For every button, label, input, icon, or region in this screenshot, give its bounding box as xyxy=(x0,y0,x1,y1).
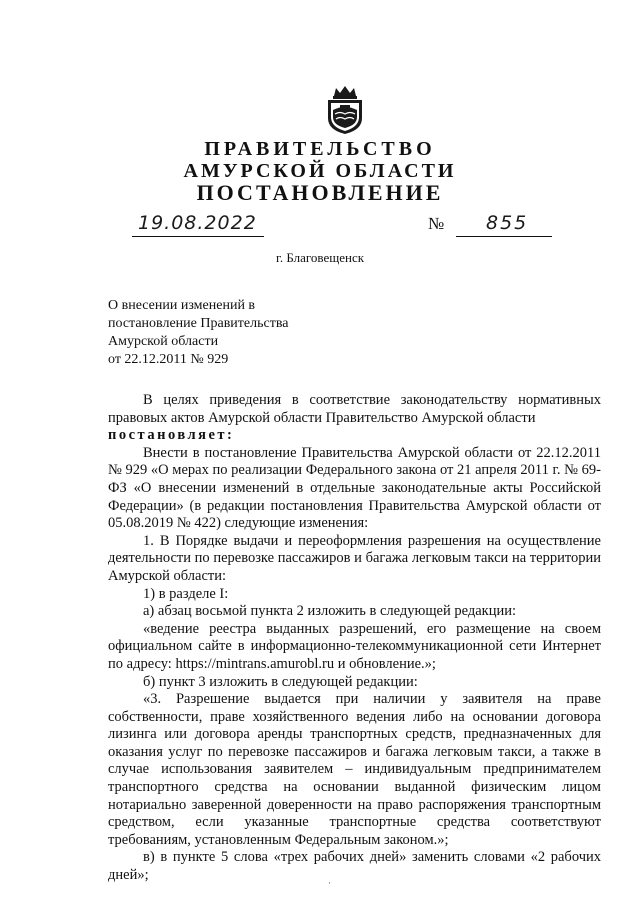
body-paragraph: «ведение реестра выданных разрешений, его размещение на своем официальном сайте в информационно-телекоммуникационной сети Интернет по адресу: https://mintrans.amurobl.ru и обновление.»; xyxy=(108,620,601,672)
body-paragraph: в) в пункте 5 слова «трех рабочих дней» заменить словами «2 рабочих дней»; xyxy=(108,849,601,884)
number-field xyxy=(456,212,552,237)
subject-line: О внесении изменений в xyxy=(108,298,256,313)
subject-line: от 22.12.2011 № 929 xyxy=(108,352,229,367)
document-body xyxy=(108,392,601,885)
city-line: г. Благовещенск xyxy=(275,250,365,265)
body-paragraph: 1) в разделе I: xyxy=(143,585,229,602)
date-field xyxy=(132,212,264,237)
body-paragraph: 1. В Порядке выдачи и переоформления разрешения на осуществление деятельности по перевозке пассажиров и багажа легковым такси на территории Амурской области: xyxy=(108,532,601,584)
body-paragraph: а) абзац восьмой пункта 2 изложить в следующей редакции: xyxy=(143,603,516,620)
body-paragraph: б) пункт 3 изложить в следующей редакции: xyxy=(143,673,418,690)
preamble-paragraph: В целях приведения в соответствие законодательству нормативных правовых актов Амурской области Правительство Амурской области xyxy=(108,392,601,426)
body-paragraph: Внести в постановление Правительства Амурской области от 22.12.2011 № 929 «О мерах по реализации Федерального закона от 21 апреля 2011 г. № 69-ФЗ «О внесении изменений в отдельные законодательные акты Российской Федерации» (в редакции постановления Правительства Амурской области от 05.08.2019 № 422) следующие изменения: xyxy=(108,444,601,532)
org-name-line2: АМУРСКОЙ ОБЛАСТИ xyxy=(183,160,457,182)
subject-line: постановление Правительства xyxy=(108,316,289,331)
number-label: № xyxy=(428,214,445,233)
scan-speck-mark: · xyxy=(328,878,331,888)
body-paragraph: «3. Разрешение выдается при наличии у заявителя на праве собственности, праве хозяйственного ведения либо на основании договора лизинга или договора аренды транспортных средств, предназначенных для оказания услуг по перевозке пассажиров и багажа легковым такси, а также в случае использования заявителем – индивидуальным предпринимателем транспортного средства на основании выданной физическим лицом нотариально заверенной доверенности на право распоряжения транспортным средством, если указанные транспортные средства соответствуют требованиям, установленным Федеральным законом.»; xyxy=(108,691,601,848)
handwritten-number: 855 xyxy=(486,212,529,234)
org-name-line1: ПРАВИТЕЛЬСТВО xyxy=(204,138,436,160)
subject-block xyxy=(108,297,288,369)
decree-word: постановляет: xyxy=(108,427,235,444)
subject-line: Амурской области xyxy=(108,334,219,349)
handwritten-date: 19.08.2022 xyxy=(138,212,257,234)
amur-region-coat-of-arms-icon xyxy=(322,84,368,136)
document-type-title: ПОСТАНОВЛЕНИЕ xyxy=(196,180,444,205)
